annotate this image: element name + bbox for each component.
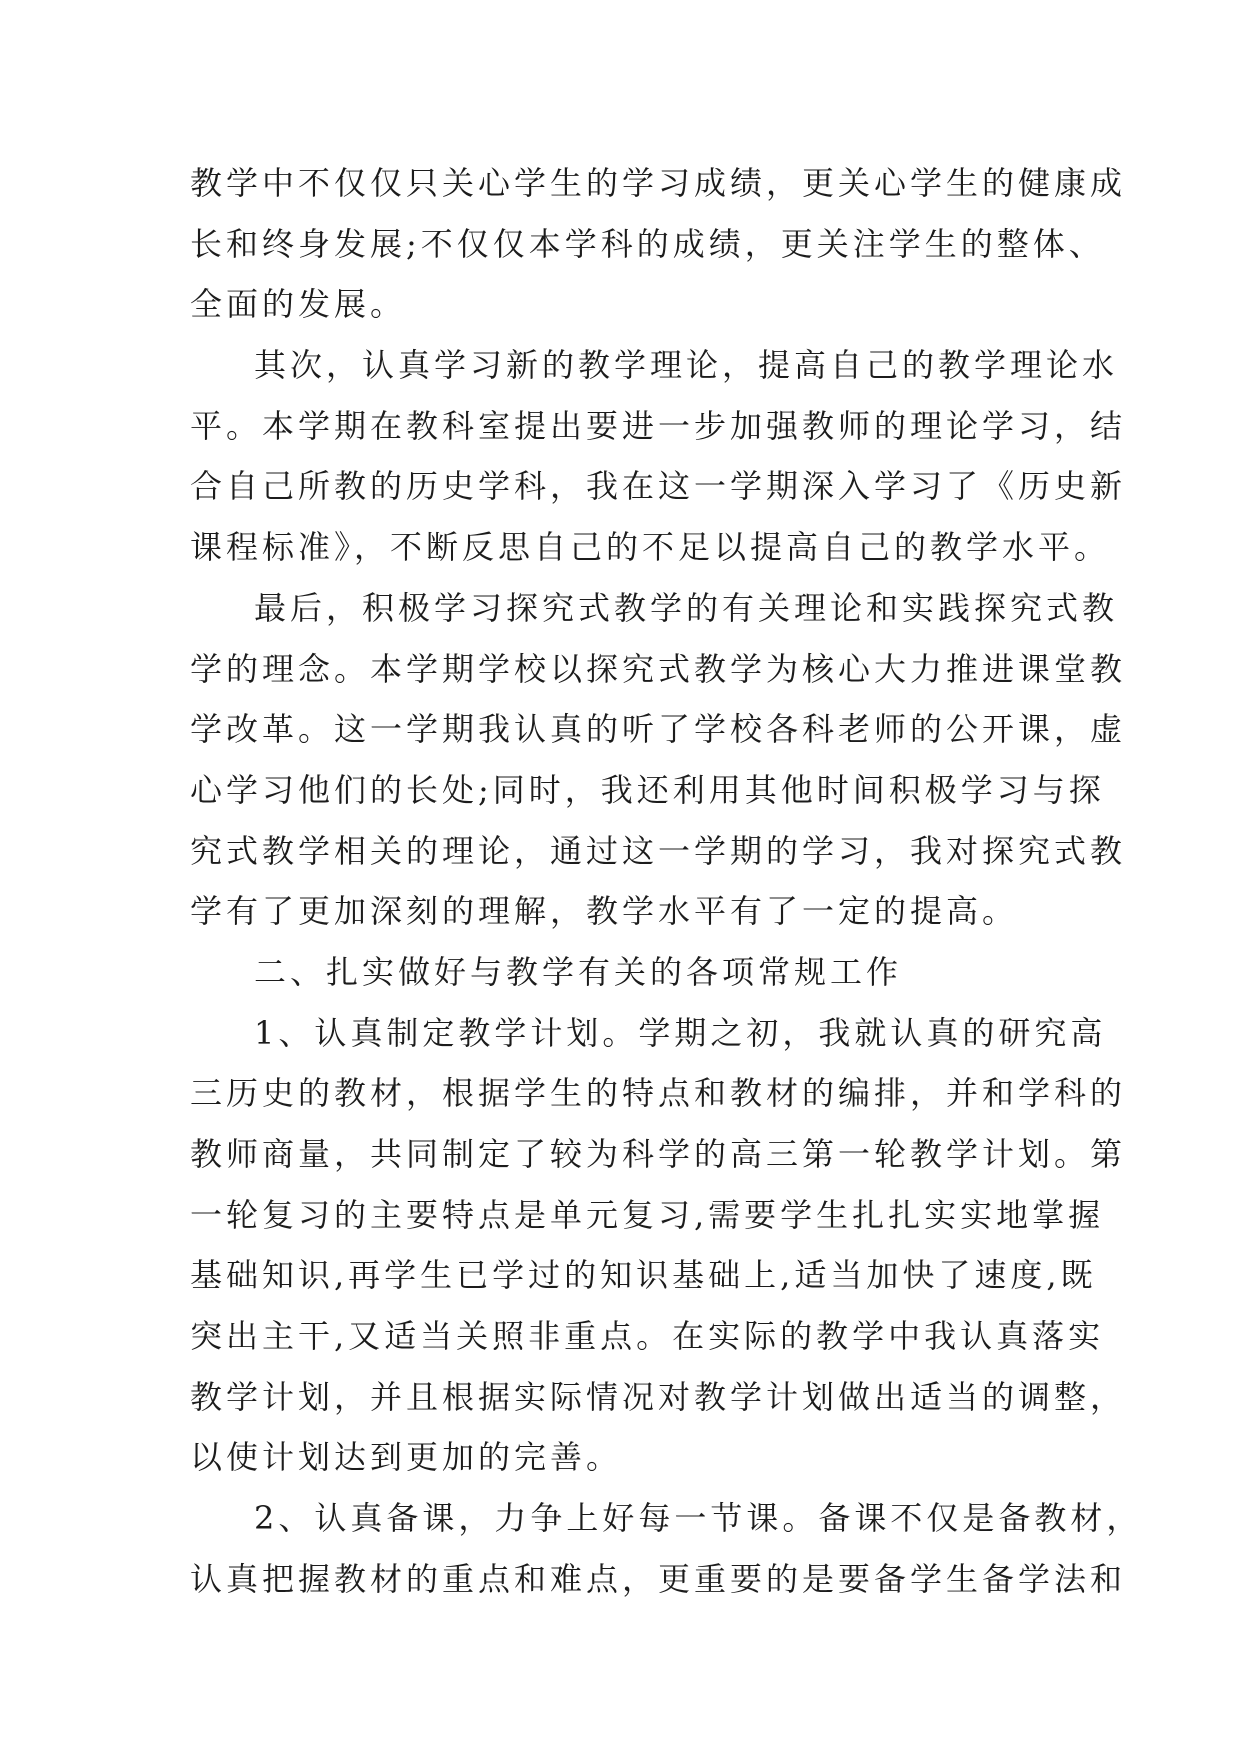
text-line: 教师商量，共同制定了较为科学的高三第一轮教学计划。第: [190, 1135, 1127, 1173]
text-line: 2、认真备课，力争上好每一节课。备课不仅是备教材，: [254, 1499, 1143, 1538]
text-line: 其次，认真学习新的教学理论，提高自己的教学理论水: [254, 346, 1119, 385]
text-line: 基础知识,再学生已学过的知识基础上,适当加快了速度,既: [190, 1256, 1097, 1295]
text-line: 以使计划达到更加的完善。: [190, 1438, 623, 1477]
text-line: 平。本学期在教科室提出要进一步加强教师的理论学习，结: [190, 406, 1127, 445]
text-line: 学的理念。本学期学校以探究式教学为核心大力推进课堂教: [190, 649, 1127, 688]
text-line: 究式教学相关的理论，通过这一学期的学习，我对探究式教: [190, 831, 1127, 870]
text-line: 合自己所教的历史学科，我在这一学期深入学习了《历史新: [190, 467, 1127, 506]
text-line: 教学计划，并且根据实际情况对教学计划做出适当的调整，: [190, 1377, 1127, 1416]
text-line: 一轮复习的主要特点是单元复习,需要学生扎扎实实地掌握: [190, 1195, 1105, 1234]
text-line: 突出主干,又适当关照非重点。在实际的教学中我认真落实: [190, 1317, 1105, 1356]
text-line: 长和终身发展;不仅仅本学科的成绩，更关注学生的整体、: [190, 224, 1105, 263]
text-line: 全面的发展。: [190, 285, 407, 324]
text-line: 教学中不仅仅只关心学生的学习成绩，更关心学生的健康成: [190, 164, 1127, 202]
text-line: 学改革。这一学期我认真的听了学校各科老师的公开课，虚: [190, 710, 1127, 749]
text-line: 心学习他们的长处;同时，我还利用其他时间积极学习与探: [190, 770, 1105, 809]
text-line: 三历史的教材，根据学生的特点和教材的编排，并和学科的: [190, 1074, 1127, 1113]
text-line: 认真把握教材的重点和难点，更重要的是要备学生备学法和: [190, 1559, 1127, 1598]
text-line: 最后，积极学习探究式教学的有关理论和实践探究式教: [254, 588, 1119, 627]
section-heading: 二、扎实做好与教学有关的各项常规工作: [254, 952, 903, 991]
text-line: 学有了更加深刻的理解，教学水平有了一定的提高。: [190, 892, 1019, 931]
text-line: 课程标准》，不断反思自己的不足以提高自己的教学水平。: [190, 528, 1111, 567]
text-line: 1、认真制定教学计划。学期之初，我就认真的研究高: [254, 1013, 1107, 1052]
body-text: [190, 153, 1143, 1610]
